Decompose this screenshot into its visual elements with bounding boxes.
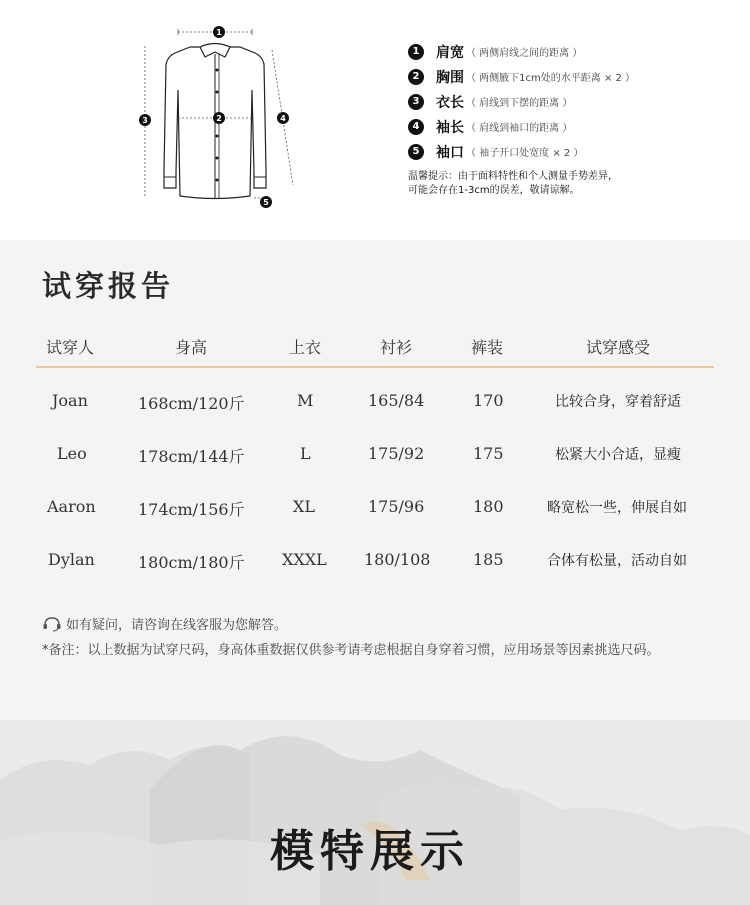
legend-name: 袖长 — [436, 119, 464, 136]
cell-shirt: 165/84 — [368, 391, 425, 410]
column-header: 裤装 — [471, 338, 504, 357]
fitting-report-section — [0, 240, 750, 720]
marker-1 — [213, 26, 225, 38]
cell-height: 178cm/144斤 — [138, 447, 245, 466]
cell-pants: 185 — [473, 550, 504, 569]
tip-line: 温馨提示：由于面料特性和个人测量手势差异， — [408, 171, 618, 182]
cell-feeling: 略宽松一些，伸展自如 — [547, 500, 687, 516]
column-header: 衬衫 — [380, 338, 413, 357]
cell-pants: 175 — [473, 444, 504, 463]
cell-shirt: 175/92 — [368, 444, 425, 463]
legend-note: （ 肩线到袖口的距离 ） — [466, 123, 573, 134]
table-row — [36, 492, 714, 522]
legend-note: （ 两侧腋下1cm处的水平距离 × 2 ） — [466, 73, 636, 84]
table-header — [36, 326, 714, 368]
legend-item-cuff — [408, 139, 635, 164]
table-row — [36, 439, 714, 469]
cell-height: 180cm/180斤 — [138, 553, 245, 572]
cell-person: Leo — [57, 444, 87, 463]
legend-note: （ 两侧肩线之间的距离 ） — [466, 48, 583, 59]
cell-feeling: 松紧大小合适，显瘦 — [555, 447, 681, 463]
legend-note: （ 肩线到下摆的距离 ） — [466, 98, 573, 109]
cell-person: Aaron — [47, 497, 96, 516]
legend-name: 袖口 — [436, 144, 464, 161]
marker-3 — [139, 114, 151, 126]
cell-top: XL — [293, 497, 316, 516]
cell-feeling: 比较合身，穿着舒适 — [555, 394, 681, 410]
svg-text:3: 3 — [142, 116, 148, 125]
cell-feeling: 合体有松量，活动自如 — [547, 553, 687, 569]
measurement-tip — [408, 170, 618, 198]
cell-shirt: 180/108 — [364, 550, 431, 569]
legend-number: 1 — [408, 44, 424, 60]
legend-number: 3 — [408, 94, 424, 110]
cell-height: 174cm/156斤 — [138, 500, 245, 519]
legend-number: 4 — [408, 119, 424, 135]
table-row — [36, 386, 714, 416]
size-guide-section — [0, 0, 750, 240]
showcase-title: 模特展示 — [270, 826, 470, 877]
cell-top: M — [297, 391, 314, 410]
column-header: 上衣 — [289, 338, 322, 357]
help-text: 如有疑问，请咨询在线客服为您解答。 — [66, 618, 288, 633]
legend-item-chest — [408, 64, 635, 89]
legend-name: 胸围 — [436, 69, 464, 86]
tip-line: 可能会存在1-3cm的误差，敬请谅解。 — [408, 185, 580, 196]
legend-number: 2 — [408, 69, 424, 85]
report-title: 试穿报告 — [42, 269, 175, 303]
table-row — [36, 545, 714, 575]
cell-pants: 170 — [473, 391, 504, 410]
legend-item-shoulder — [408, 39, 635, 64]
cell-top: XXXL — [282, 550, 327, 569]
marker-2 — [213, 112, 225, 124]
cell-top: L — [300, 444, 311, 463]
cell-person: Dylan — [48, 550, 95, 569]
shirt-measurement-diagram — [130, 20, 300, 215]
model-showcase-section — [0, 720, 750, 905]
legend-note: （ 袖子开口处宽度 × 2 ） — [466, 148, 584, 159]
legend-name: 衣长 — [436, 94, 464, 111]
remark-text: *备注：以上数据为试穿尺码，身高体重数据仅供参考请考虑根据自身穿着习惯，应用场景等因素挑选尺码。 — [42, 643, 660, 658]
legend-item-length — [408, 89, 635, 114]
measurement-legend — [408, 39, 635, 164]
marker-4 — [277, 112, 289, 124]
customer-service-note — [42, 614, 287, 633]
headset-icon — [42, 616, 62, 632]
svg-text:2: 2 — [216, 114, 222, 123]
cell-height: 168cm/120斤 — [138, 394, 245, 413]
marker-5 — [260, 196, 272, 208]
cell-shirt: 175/96 — [368, 497, 425, 516]
svg-text:5: 5 — [263, 198, 269, 207]
column-header: 试穿人 — [46, 338, 95, 357]
legend-name: 肩宽 — [436, 44, 464, 61]
cell-person: Joan — [52, 391, 88, 410]
legend-item-sleeve — [408, 114, 635, 139]
column-header: 试穿感受 — [586, 338, 651, 357]
legend-number: 5 — [408, 144, 424, 160]
svg-text:4: 4 — [280, 114, 286, 123]
cell-pants: 180 — [473, 497, 504, 516]
svg-text:1: 1 — [216, 28, 222, 37]
column-header: 身高 — [175, 338, 208, 357]
